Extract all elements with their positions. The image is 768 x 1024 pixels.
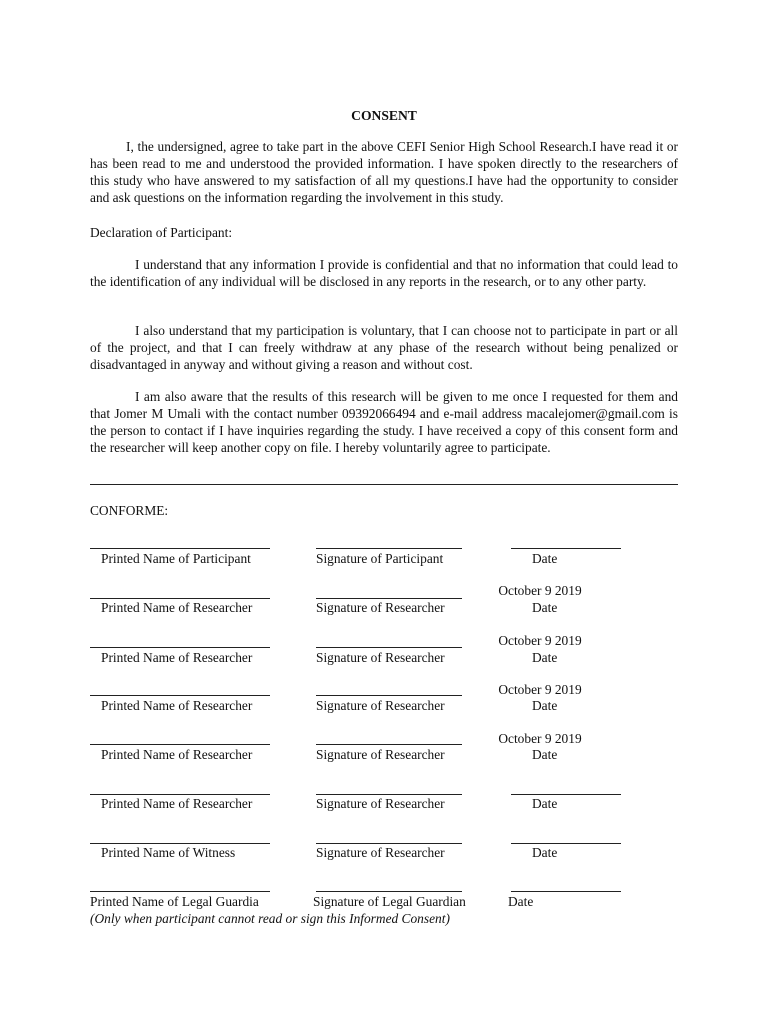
date-label: Date: [532, 551, 558, 566]
name-signature-line: [90, 794, 270, 795]
signature-label: Signature of Researcher: [316, 600, 445, 615]
printed-name-label: Printed Name of Legal Guardia: [90, 894, 259, 909]
printed-name-label: Printed Name of Participant: [101, 551, 251, 566]
name-signature-line: [90, 548, 270, 549]
name-signature-line: [90, 695, 270, 696]
name-signature-line: [90, 744, 270, 745]
guardian-note: (Only when participant cannot read or sign this Informed Consent): [90, 911, 450, 926]
signature-line: [316, 647, 462, 648]
signature-label: Signature of Researcher: [316, 796, 445, 811]
date-label: Date: [532, 747, 558, 762]
date-value: October 9 2019: [498, 633, 582, 648]
date-label: Date: [508, 894, 534, 909]
date-label: Date: [532, 845, 558, 860]
name-signature-line: [90, 891, 270, 892]
date-line: [511, 548, 621, 549]
signature-label: Signature of Participant: [316, 551, 444, 566]
signature-line: [316, 843, 462, 844]
declaration-paragraph-2: I also understand that my participation is voluntary, that I can choose not to participate in part or all of the project, and that I can freely withdraw at any phase of the research without being penalized or disadvantaged in anyway and without giving a reason and without cost.: [90, 323, 678, 372]
date-label: Date: [532, 698, 558, 713]
name-signature-line: [90, 647, 270, 648]
section-divider: [90, 484, 678, 485]
signature-line: [316, 891, 462, 892]
signature-label: Signature of Researcher: [316, 747, 445, 762]
name-signature-line: [90, 843, 270, 844]
declaration-paragraph-1: I understand that any information I provide is confidential and that no information that could lead to the identification of any individual will be disclosed in any reports in the research, or to any other party.: [90, 257, 678, 289]
date-label: Date: [532, 796, 558, 811]
declaration-paragraph-3: I am also aware that the results of this research will be given to me once I requested for them and that Jomer M Umali with the contact number 09392066494 and e-mail address macalejomer@gmail.com is the person to contact if I have inquiries regarding the study. I have received a copy of this consent form and the researcher will keep another copy on file. I hereby voluntarily agree to participate.: [90, 389, 678, 455]
printed-name-label: Printed Name of Researcher: [101, 698, 253, 713]
printed-name-label: Printed Name of Researcher: [101, 600, 253, 615]
date-label: Date: [532, 650, 558, 665]
date-line: [511, 891, 621, 892]
signature-label: Signature of Researcher: [316, 650, 445, 665]
name-signature-line: [90, 598, 270, 599]
date-value: October 9 2019: [498, 682, 582, 697]
signature-label: Signature of Researcher: [316, 845, 445, 860]
printed-name-label: Printed Name of Witness: [101, 845, 236, 860]
printed-name-label: Printed Name of Researcher: [101, 747, 253, 762]
intro-paragraph: I, the undersigned, agree to take part in the above CEFI Senior High School Research.I have read it or has been read to me and understood the provided information. I have spoken directly to the researchers of this study who have answered to my satisfaction of all my questions.I have had the opportunity to consider and ask questions on the information regarding the involvement in this study.: [90, 139, 678, 205]
signature-line: [316, 744, 462, 745]
printed-name-label: Printed Name of Researcher: [101, 650, 253, 665]
date-line: [511, 794, 621, 795]
signature-line: [316, 794, 462, 795]
conforme-label: CONFORME:: [90, 503, 169, 518]
document-title: CONSENT: [351, 108, 417, 123]
date-value: October 9 2019: [498, 583, 582, 598]
date-value: October 9 2019: [498, 731, 582, 746]
signature-line: [316, 548, 462, 549]
declaration-heading: Declaration of Participant:: [90, 225, 233, 240]
date-label: Date: [532, 600, 558, 615]
signature-label: Signature of Researcher: [316, 698, 445, 713]
date-line: [511, 843, 621, 844]
printed-name-label: Printed Name of Researcher: [101, 796, 253, 811]
signature-label: Signature of Legal Guardian: [313, 894, 466, 909]
signature-line: [316, 598, 462, 599]
signature-line: [316, 695, 462, 696]
